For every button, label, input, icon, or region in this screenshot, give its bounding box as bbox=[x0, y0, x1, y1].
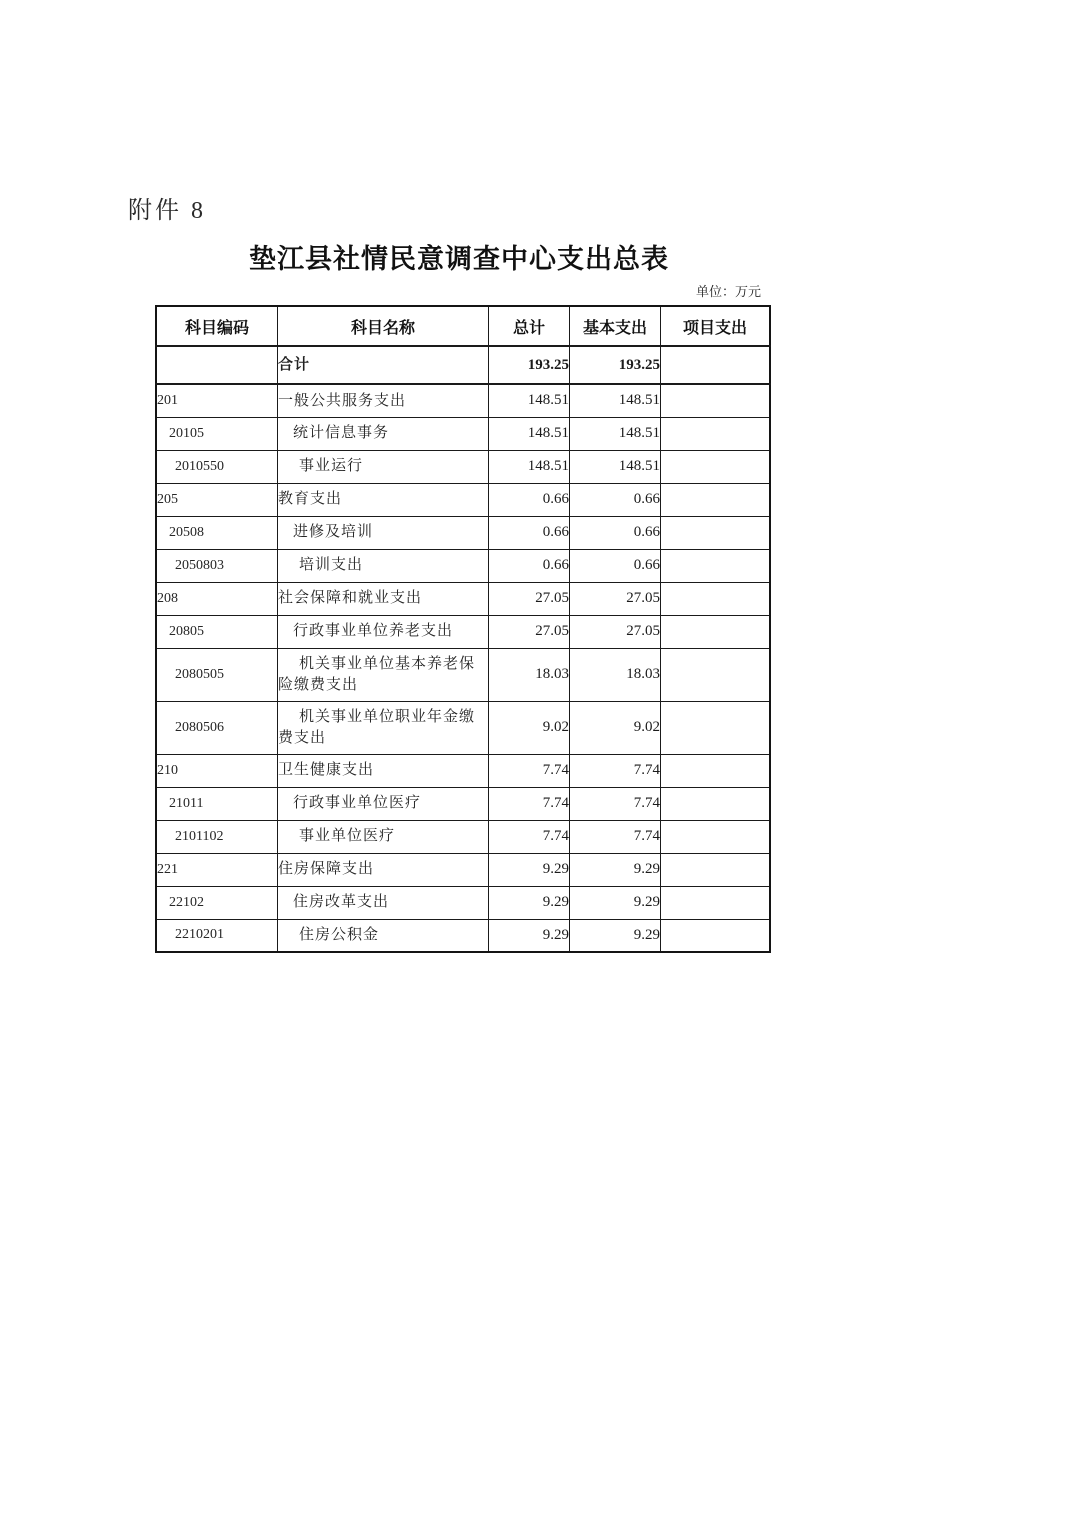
cell-total-value: 9.29 bbox=[489, 919, 570, 952]
cell-total-value: 27.05 bbox=[489, 582, 570, 615]
cell-subject-code: 2010550 bbox=[156, 450, 278, 483]
cell-basic-value: 0.66 bbox=[570, 483, 661, 516]
cell-project-value bbox=[661, 853, 771, 886]
cell-total-value: 18.03 bbox=[489, 648, 570, 701]
table-row bbox=[156, 516, 770, 549]
cell-subject-code: 2050803 bbox=[156, 549, 278, 582]
header-basic-expenditure: 基本支出 bbox=[570, 306, 661, 346]
cell-project-value bbox=[661, 450, 771, 483]
cell-total-value: 0.66 bbox=[489, 483, 570, 516]
header-subject-name: 科目名称 bbox=[278, 306, 489, 346]
cell-basic-value: 7.74 bbox=[570, 820, 661, 853]
cell-subject-code: 2210201 bbox=[156, 919, 278, 952]
cell-basic-value: 7.74 bbox=[570, 754, 661, 787]
cell-subject-code bbox=[156, 346, 278, 384]
cell-subject-name: 事业运行 bbox=[278, 450, 489, 483]
cell-basic-value: 193.25 bbox=[570, 346, 661, 384]
cell-subject-name: 合计 bbox=[278, 346, 489, 384]
cell-total-value: 0.66 bbox=[489, 516, 570, 549]
cell-basic-value: 9.29 bbox=[570, 886, 661, 919]
cell-subject-code: 210 bbox=[156, 754, 278, 787]
expenditure-table bbox=[155, 305, 771, 953]
cell-project-value bbox=[661, 417, 771, 450]
header-subject-code: 科目编码 bbox=[156, 306, 278, 346]
cell-basic-value: 9.29 bbox=[570, 919, 661, 952]
cell-total-value: 7.74 bbox=[489, 787, 570, 820]
cell-total-value: 9.02 bbox=[489, 701, 570, 754]
table-body bbox=[156, 346, 770, 952]
cell-project-value bbox=[661, 346, 771, 384]
table-row bbox=[156, 919, 770, 952]
cell-subject-name: 住房保障支出 bbox=[278, 853, 489, 886]
table-row bbox=[156, 820, 770, 853]
cell-basic-value: 148.51 bbox=[570, 417, 661, 450]
cell-project-value bbox=[661, 754, 771, 787]
cell-project-value bbox=[661, 615, 771, 648]
table-row bbox=[156, 549, 770, 582]
cell-subject-name: 行政事业单位医疗 bbox=[278, 787, 489, 820]
table-row bbox=[156, 615, 770, 648]
table-row bbox=[156, 384, 770, 417]
cell-subject-name: 一般公共服务支出 bbox=[278, 384, 489, 417]
cell-subject-code: 20105 bbox=[156, 417, 278, 450]
header-row bbox=[156, 306, 770, 346]
cell-project-value bbox=[661, 919, 771, 952]
cell-basic-value: 27.05 bbox=[570, 582, 661, 615]
cell-total-value: 0.66 bbox=[489, 549, 570, 582]
cell-subject-code: 221 bbox=[156, 853, 278, 886]
cell-subject-code: 201 bbox=[156, 384, 278, 417]
cell-basic-value: 7.74 bbox=[570, 787, 661, 820]
cell-basic-value: 9.02 bbox=[570, 701, 661, 754]
cell-project-value bbox=[661, 516, 771, 549]
cell-subject-name: 事业单位医疗 bbox=[278, 820, 489, 853]
cell-subject-name: 统计信息事务 bbox=[278, 417, 489, 450]
cell-total-value: 7.74 bbox=[489, 820, 570, 853]
table-row bbox=[156, 648, 770, 701]
table-row bbox=[156, 417, 770, 450]
cell-subject-code: 22102 bbox=[156, 886, 278, 919]
cell-project-value bbox=[661, 549, 771, 582]
table-header bbox=[156, 306, 770, 346]
cell-project-value bbox=[661, 384, 771, 417]
attachment-label: 附件 8 bbox=[128, 198, 206, 224]
table-row bbox=[156, 787, 770, 820]
page-title: 垫江县社情民意调查中心支出总表 bbox=[249, 244, 669, 274]
cell-basic-value: 0.66 bbox=[570, 549, 661, 582]
table-row bbox=[156, 701, 770, 754]
cell-basic-value: 0.66 bbox=[570, 516, 661, 549]
cell-basic-value: 148.51 bbox=[570, 384, 661, 417]
table-row bbox=[156, 853, 770, 886]
cell-total-value: 148.51 bbox=[489, 450, 570, 483]
cell-subject-name: 住房改革支出 bbox=[278, 886, 489, 919]
cell-basic-value: 27.05 bbox=[570, 615, 661, 648]
cell-total-value: 148.51 bbox=[489, 384, 570, 417]
table-row bbox=[156, 582, 770, 615]
cell-subject-code: 2080505 bbox=[156, 648, 278, 701]
cell-total-value: 148.51 bbox=[489, 417, 570, 450]
cell-basic-value: 18.03 bbox=[570, 648, 661, 701]
cell-subject-code: 208 bbox=[156, 582, 278, 615]
cell-subject-code: 2080506 bbox=[156, 701, 278, 754]
table-row bbox=[156, 886, 770, 919]
cell-basic-value: 9.29 bbox=[570, 853, 661, 886]
cell-project-value bbox=[661, 648, 771, 701]
cell-subject-name: 社会保障和就业支出 bbox=[278, 582, 489, 615]
unit-label: 单位：万元 bbox=[695, 284, 761, 299]
cell-total-value: 27.05 bbox=[489, 615, 570, 648]
table-row bbox=[156, 483, 770, 516]
cell-subject-name: 机关事业单位基本养老保险缴费支出 bbox=[278, 648, 489, 701]
cell-project-value bbox=[661, 886, 771, 919]
cell-basic-value: 148.51 bbox=[570, 450, 661, 483]
cell-subject-name: 卫生健康支出 bbox=[278, 754, 489, 787]
cell-project-value bbox=[661, 787, 771, 820]
cell-total-value: 9.29 bbox=[489, 853, 570, 886]
cell-project-value bbox=[661, 483, 771, 516]
cell-subject-name: 进修及培训 bbox=[278, 516, 489, 549]
table-row bbox=[156, 346, 770, 384]
cell-project-value bbox=[661, 820, 771, 853]
cell-total-value: 7.74 bbox=[489, 754, 570, 787]
table-row bbox=[156, 754, 770, 787]
cell-project-value bbox=[661, 701, 771, 754]
header-project-expenditure: 项目支出 bbox=[661, 306, 771, 346]
cell-subject-code: 205 bbox=[156, 483, 278, 516]
cell-subject-code: 21011 bbox=[156, 787, 278, 820]
cell-subject-code: 20508 bbox=[156, 516, 278, 549]
cell-total-value: 193.25 bbox=[489, 346, 570, 384]
cell-subject-name: 机关事业单位职业年金缴费支出 bbox=[278, 701, 489, 754]
cell-subject-code: 2101102 bbox=[156, 820, 278, 853]
table-row bbox=[156, 450, 770, 483]
cell-subject-code: 20805 bbox=[156, 615, 278, 648]
cell-total-value: 9.29 bbox=[489, 886, 570, 919]
header-total: 总计 bbox=[489, 306, 570, 346]
cell-subject-name: 行政事业单位养老支出 bbox=[278, 615, 489, 648]
cell-project-value bbox=[661, 582, 771, 615]
cell-subject-name: 教育支出 bbox=[278, 483, 489, 516]
cell-subject-name: 住房公积金 bbox=[278, 919, 489, 952]
cell-subject-name: 培训支出 bbox=[278, 549, 489, 582]
